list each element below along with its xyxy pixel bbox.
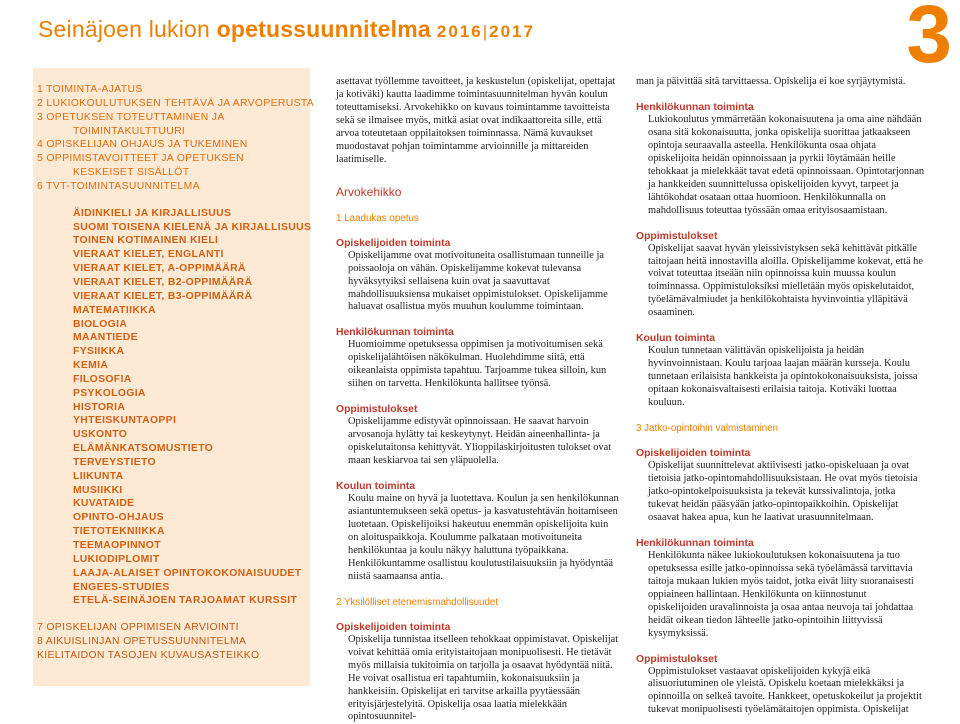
toc-item[interactable]: TEEMAOPINNOT bbox=[73, 540, 161, 551]
heading-henkilokunnan-toiminta: Henkilökunnan toiminta bbox=[636, 101, 754, 113]
toc-item[interactable]: SUOMI TOISENA KIELENÄ JA KIRJALLISUUS bbox=[73, 221, 312, 233]
toc-item[interactable]: USKONTO bbox=[73, 429, 128, 441]
toc-item[interactable]: HISTORIA bbox=[73, 401, 126, 413]
toc-item[interactable]: 8 AIKUISLINJAN OPETUSSUUNNITELMA bbox=[37, 636, 247, 648]
toc-item[interactable]: OPINTO-OHJAUS bbox=[73, 512, 164, 524]
toc-item[interactable]: MAANTIEDE bbox=[73, 332, 138, 344]
heading-oppimistulokset: Oppimistulokset bbox=[336, 404, 418, 416]
sidebar-toc bbox=[33, 68, 315, 686]
paragraph: Opiskelijat suunnittelevat aktiivisesti jatko-opiskeluaan ja ovat tietoisia jatko-opintomahdollisuuksistaan. He ovat myös tietoisia jatko-opintokelpoisuuksista ja tekevät kurssivalintoja, jotka tukevat heidän pääsyään jatko-opintopaikkoihin. Opiskelijat osaavat hakea apua, kun he laativat urasuunnitelmaan. bbox=[648, 460, 918, 523]
toc-item[interactable]: BIOLOGIA bbox=[73, 318, 128, 330]
title-bold: opetussuunnitelma bbox=[216, 16, 431, 42]
toc-item[interactable]: 5 OPPIMISTAVOITTEET JA OPETUKSEN bbox=[37, 153, 244, 165]
toc-item[interactable]: VIERAAT KIELET, B2-OPPIMÄÄRÄ bbox=[73, 276, 253, 288]
title-years: 2016|2017 bbox=[436, 22, 535, 41]
toc-item[interactable]: KEMIA bbox=[73, 360, 109, 372]
heading-opiskelijoiden-toiminta: Opiskelijoiden toiminta bbox=[636, 448, 751, 460]
paragraph: Koulun tunnetaan välittävän opiskelijoista ja heidän hyvinvoinnistaan. Koulu tarjoaa laajan määrän kursseja. Koulu tunnetaan erilaisista hankkeista ja opintokokonaisuuksista, joissa opitaan kokonaisvaltaisesti erilaisia taitoja. Kotiväki luottaa kouluun. bbox=[648, 345, 918, 409]
toc-item[interactable]: ETELÄ-SEINÄJOEN TARJOAMAT KURSSIT bbox=[73, 595, 298, 607]
toc-item[interactable]: VIERAAT KIELET, B3-OPPIMÄÄRÄ bbox=[73, 290, 253, 302]
paragraph: Koulu maine on hyvä ja luotettava. Koulun ja sen henkilökunnan asiantuntemukseen sekä opetus- ja kasvatustehtävän hoitamiseen luotetaan. Opiskelijoiksi hakeutuu enemmän opiskelijoita kuin on aloituspaikkoja. Koulumme palkataan motivoituneita henkilökuntaa ja koulu näkyy haluttuna työpaikkana. Henkilökuntamme osallistuu koulutustilaisuuksiin ja hyödyntää niistä saamaansa antia. bbox=[348, 493, 619, 582]
heading-henkilokunnan-toiminta-2: Henkilökunnan toiminta bbox=[636, 537, 754, 549]
paragraph: Henkilökunta näkee lukiokoulutuksen kokonaisuutena ja tuo opetuksessa esille jatko-opinnoissa sekä työelämässä tarvittavia taitoja mukaan lukien myös taidot, jotka eivät liity suoranaisesti oppiaineen hallintaan. Henkilökunta on kiinnostunut opiskelijoiden uravalinnoista ja osaa antaa neuvoja tai johdattaa heidät oikean tiedon lähteelle jatko-opintoihin liittyvissä kysymyksissä. bbox=[648, 549, 914, 639]
text-column-2 bbox=[636, 76, 926, 717]
toc-item[interactable]: 1 TOIMINTA-AJATUS bbox=[37, 84, 143, 95]
toc-list bbox=[37, 83, 315, 663]
subsection-jatko-opintoihin: 3 Jatko-opintoihin valmistaminen bbox=[636, 423, 779, 435]
subsection-laadukas-opetus: 1 Laadukas opetus bbox=[336, 212, 419, 224]
paragraph: Opiskelija tunnistaa itselleen tehokkaat oppimistavat. Opiskelijat voivat kehittää omia erityistaitojaan monipuolisesti. He tietävät myös millaisia tukitoimia on tarjolla ja osaavat hyödyntää niitä. He voivat osallistua eri tapahtumiin, kokonaisuuksiin ja hankkeisiin. Opiskelijat eri tarvitse arkailla pyytäessään erityisjärjestelyitä. Opiskelija osaa laatia mielekkään opintosuunnitel- bbox=[348, 633, 619, 723]
toc-item[interactable]: 2 LUKIOKOULUTUKSEN TEHTÄVÄ JA ARVOPERUSTA bbox=[37, 97, 315, 109]
paragraph: Oppimistulokset vastaavat opiskelijoiden kykyjä eikä alisuoriutuminen ole yleistä. Opiskelu koetaan mielekkäksi ja opinnoilla on selkeä tavoite. Hankkeet, opetuskokeilut ja projektit tukevat monipuolisesti työelämätaitojen oppimista. Opiskelijat bbox=[648, 665, 922, 716]
paragraph: Opiskelijamme ovat motivoituneita osallistumaan tunneille ja poissaoloja on vähän. Opiskelijamme kokevat tulevansa hyväksytyiksi sellaisena kuin ovat ja saavuttavat mahdollisuuksiensa mukaiset oppimistulokset. Opiskelijamme haluavat osallistua myös muuhun koulumme toimintaan. bbox=[348, 249, 608, 313]
toc-item[interactable]: TIETOTEKNIIKKA bbox=[73, 526, 165, 538]
toc-item[interactable]: 6 TVT-TOIMINTASUUNNITELMA bbox=[37, 180, 200, 192]
heading-henkilokunnan-toiminta: Henkilökunnan toiminta bbox=[336, 327, 454, 339]
toc-item[interactable]: FYSIIKKA bbox=[73, 346, 125, 358]
toc-item[interactable]: VIERAAT KIELET, ENGLANTI bbox=[73, 249, 224, 261]
toc-item[interactable]: TOINEN KOTIMAINEN KIELI bbox=[73, 235, 219, 247]
toc-item[interactable]: TOIMINTAKULTTUURI bbox=[73, 125, 186, 137]
heading-opiskelijoiden-toiminta: Opiskelijoiden toiminta bbox=[336, 237, 451, 249]
heading-koulun-toiminta: Koulun toiminta bbox=[336, 481, 416, 493]
toc-item[interactable]: ELÄMÄNKATSOMUSTIETO bbox=[73, 443, 214, 455]
paragraph: Huomioimme opetuksessa oppimisen ja motivoitumisen sekä opiskelijalähtöisen näkökulman. Huolehdimme siitä, että oikeanlaista oppimista tapahtuu. Tarjoamme tukea silloin, kun siihen on tarvetta. Henkilökunta hallitsee työnsä. bbox=[348, 339, 607, 390]
toc-item[interactable]: 4 OPISKELIJAN OHJAUS JA TUKEMINEN bbox=[37, 139, 248, 151]
toc-item[interactable]: TERVEYSTIETO bbox=[73, 456, 156, 468]
toc-item[interactable]: MUSIIKKI bbox=[73, 484, 123, 496]
toc-item[interactable]: YHTEISKUNTAOPPI bbox=[73, 415, 177, 427]
paragraph: Opiskelijat saavat hyvän yleissivistyksen sekä kehittävät pitkälle taitojaan heitä innostavilla aloilla. Opiskelijamme kokevat, että he voivat toteuttaa itseään niin opinnoissa kuin muussa koulun toiminnassa. Oppimistuloksiksi mielletään myös opiskelutaidot, työelämävalmiudet ja henkilökohtaista hyvinvointia ylläpitävä osaaminen. bbox=[648, 242, 923, 319]
toc-item[interactable]: KESKEISET SISÄLLÖT bbox=[73, 167, 190, 179]
document-title bbox=[38, 16, 535, 43]
heading-oppimistulokset-2: Oppimistulokset bbox=[636, 653, 718, 665]
toc-item[interactable]: PSYKOLOGIA bbox=[73, 387, 146, 399]
section-heading-arvokehikko: Arvokehikko bbox=[336, 184, 402, 199]
toc-item[interactable]: VIERAAT KIELET, A-OPPIMÄÄRÄ bbox=[73, 263, 246, 275]
toc-item[interactable]: MATEMATIIKKA bbox=[73, 304, 156, 316]
paragraph: Lukiokoulutus ymmärretään kokonaisuutena ja oma aine nähdään osana sitä kokonaisuutta, jonka opiskelija suorittaa jatkaakseen opintoja seuraavalla asteella. Henkilökunta osaa ohjata opiskelijoita heidän opinnoissaan ja pyrkii löytämään heille tehokkaat ja mielekkäät tavat edetä opinnoissaan. Opintotarjonnan ja hankkeiden suunnittelussa opiskelijoiden kyvyt, tarpeet ja lähtökohdat osataan ottaa huomioon. Henkilökunnalla on mahdollisuus toteuttaa työssään omaa erityisosaamistaan. bbox=[648, 113, 925, 216]
intro-paragraph: man ja päivittää sitä tarvittaessa. Opiskelija ei koe syrjäytymistä. bbox=[636, 76, 906, 87]
title-light: Seinäjoen lukion bbox=[38, 16, 217, 42]
text-column-1 bbox=[336, 76, 620, 724]
paragraph: Opiskelijamme edistyvät opinnoissaan. He saavat harvoin arvosanoja hylätty tai keskeytynyt. Heidän aineenhallinta- ja opiskelutaitonsa kehittyvät. Ylioppilaskirjoitusten tulokset ovat maan keskiarvoa tai sen yläpuolella. bbox=[348, 416, 612, 467]
toc-item[interactable]: FILOSOFIA bbox=[73, 373, 132, 385]
toc-item[interactable]: LIIKUNTA bbox=[73, 470, 124, 482]
toc-item[interactable]: KUVATAIDE bbox=[73, 498, 135, 510]
heading-oppimistulokset: Oppimistulokset bbox=[636, 230, 718, 242]
heading-koulun-toiminta: Koulun toiminta bbox=[636, 333, 716, 345]
toc-item[interactable]: 3 OPETUKSEN TOTEUTTAMINEN JA bbox=[37, 111, 225, 123]
toc-item[interactable]: LUKIODIPLOMIT bbox=[73, 553, 160, 565]
intro-paragraph: asettavat työllemme tavoitteet, ja keskustelun (opiskelijat, opettajat ja kotiväki) kautta laadimme toimintasuunnitelman hyvän koulun toteuttamiseksi. Arvokehikko on kuvaus toimintamme tavoitteista sekä se ilmaisee myös, mitkä asiat ovat indikaattoreita sille, että arvoa toteutetaan oppilaitoksen toiminnassa. Nämä kuvaukset muodostavat pohjan toimintamme arvioinnille ja mittareiden laatimiselle. bbox=[336, 76, 616, 165]
toc-item[interactable]: LAAJA-ALAISET OPINTOKOKONAISUUDET bbox=[73, 567, 302, 579]
toc-item[interactable]: ENGEES-STUDIES bbox=[73, 581, 170, 593]
subsection-yksilolliset: 2 Yksilölliset etenemismahdollisuudet bbox=[336, 596, 499, 608]
toc-item[interactable]: 7 OPISKELIJAN OPPIMISEN ARVIOINTI bbox=[37, 622, 239, 634]
toc-item[interactable]: ÄIDINKIELI JA KIRJALLISUUS bbox=[73, 207, 232, 219]
heading-opiskelijoiden-toiminta-2: Opiskelijoiden toiminta bbox=[336, 621, 451, 633]
page-number: 3 bbox=[906, 0, 952, 80]
toc-item[interactable]: KIELITAIDON TASOJEN KUVAUSASTEIKKO bbox=[37, 649, 260, 661]
